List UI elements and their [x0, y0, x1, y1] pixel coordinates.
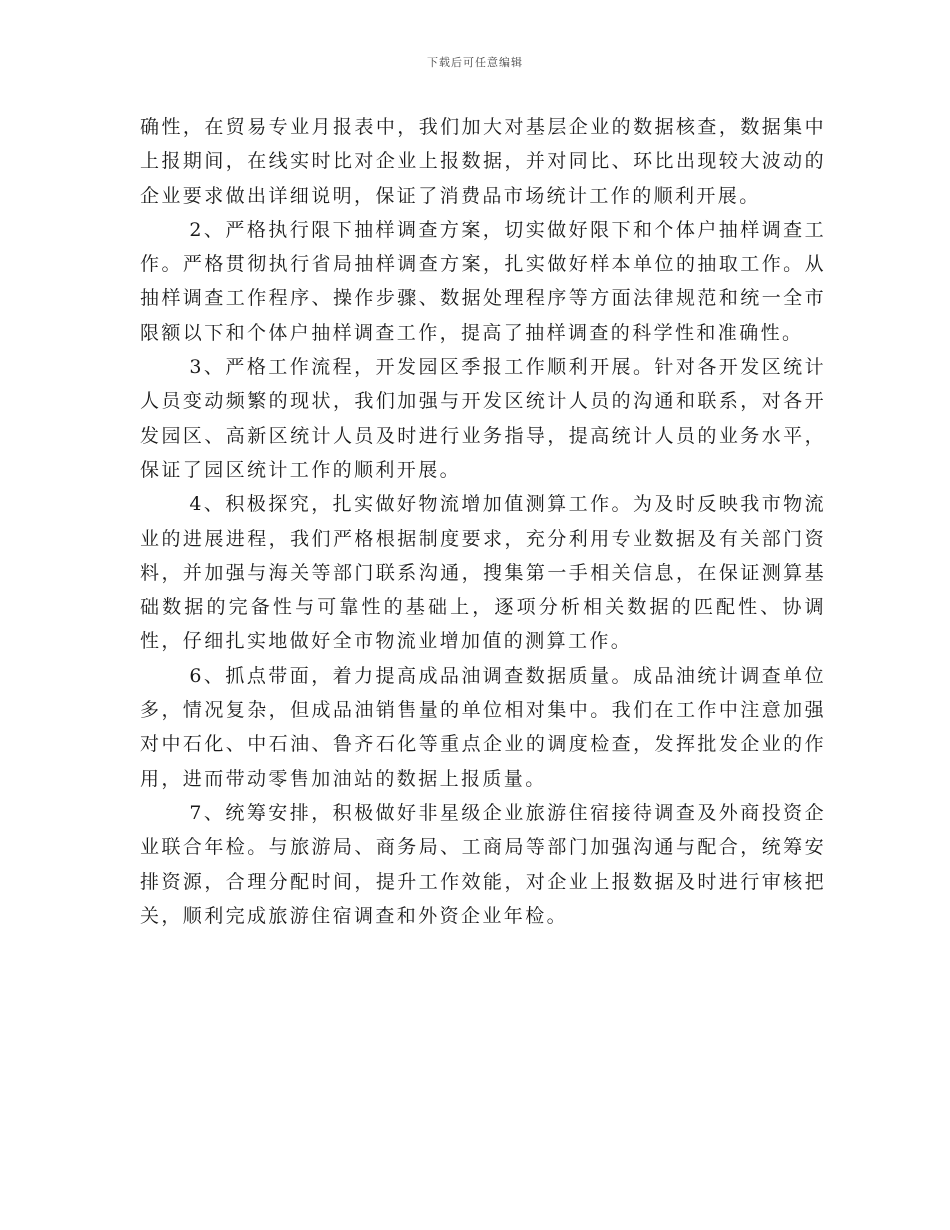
page-header: 下载后可任意编辑 — [427, 56, 523, 69]
paragraph-item-4: 4、积极探究，扎实做好物流增加值测算工作。为及时反映我市物流业的进展进程，我们严格根据制度要求，充分利用专业数据及有关部门资料，并加强与海关等部门联系沟通，搜集第一手相关信息，在保证测算基础数据的完备性与可靠性的基础上，逐项分析相关数据的匹配性、协调性，仔细扎实地做好全市物流业增加值的测算工作。 — [140, 493, 826, 653]
document-body — [140, 110, 826, 933]
paragraph-continuation: 确性，在贸易专业月报表中，我们加大对基层企业的数据核查，数据集中上报期间，在线实时比对企业上报数据，并对同比、环比出现较大波动的企业要求做出详细说明，保证了消费品市场统计工作的顺利开展。 — [140, 116, 826, 207]
paragraph-item-3: 3、严格工作流程，开发园区季报工作顺利开展。针对各开发区统计人员变动频繁的现状，我们加强与开发区统计人员的沟通和联系，对各开发园区、高新区统计人员及时进行业务指导，提高统计人员的业务水平，保证了园区统计工作的顺利开展。 — [140, 356, 826, 481]
paragraph-item-7: 7、统筹安排，积极做好非星级企业旅游住宿接待调查及外商投资企业联合年检。与旅游局、商务局、工商局等部门加强沟通与配合，统筹安排资源，合理分配时间，提升工作效能，对企业上报数据及时进行审核把关，顺利完成旅游住宿调查和外资企业年检。 — [140, 801, 826, 927]
paragraph-item-6: 6、抓点带面，着力提高成品油调查数据质量。成品油统计调查单位多，情况复杂，但成品油销售量的单位相对集中。我们在工作中注意加强对中石化、中石油、鲁齐石化等重点企业的调度检查，发挥批发企业的作用，进而带动零售加油站的数据上报质量。 — [140, 664, 826, 790]
paragraph-item-2: 2、严格执行限下抽样调查方案，切实做好限下和个体户抽样调查工作。严格贯彻执行省局抽样调查方案，扎实做好样本单位的抽取工作。从抽样调查工作程序、操作步骤、数据处理程序等方面法律规范和统一全市限额以下和个体户抽样调查工作，提高了抽样调查的科学性和准确性。 — [140, 218, 826, 344]
